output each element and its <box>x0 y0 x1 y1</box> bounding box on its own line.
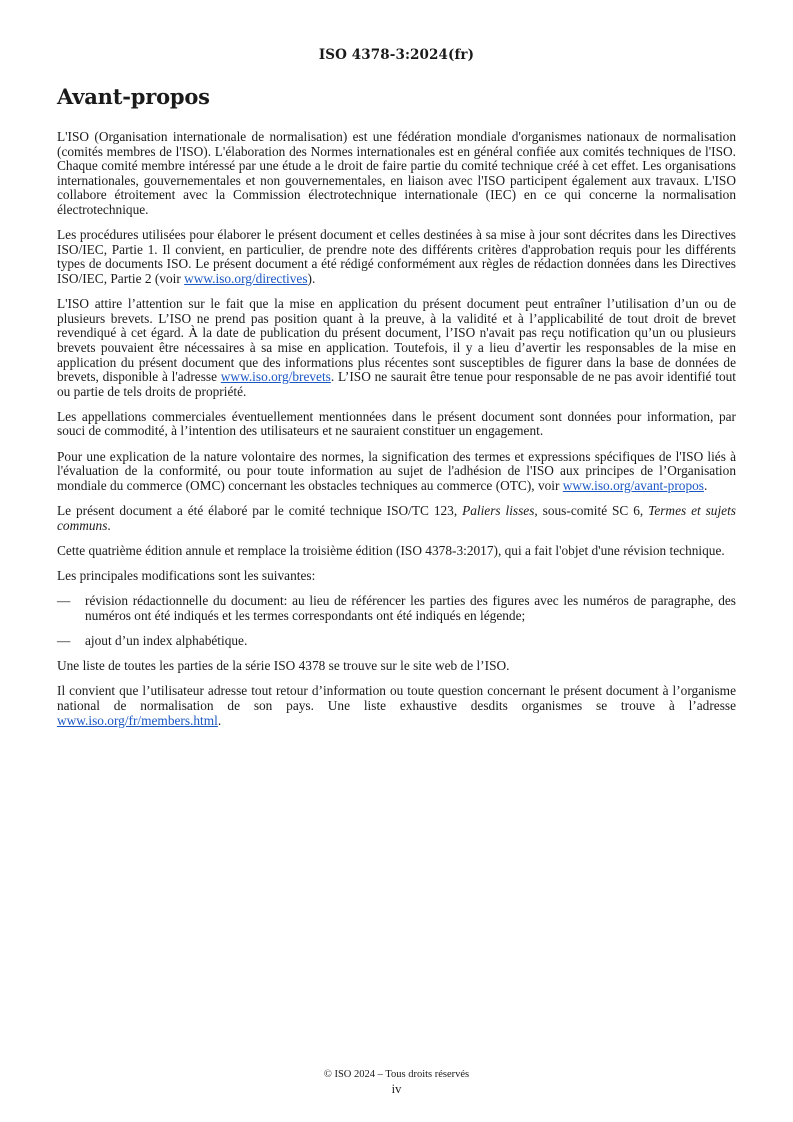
page-number: iv <box>391 1082 402 1096</box>
paragraph-text: Le présent document a été élaboré par le comité technique ISO/TC 123, <box>57 503 463 519</box>
members-link[interactable]: www.iso.org/fr/members.html <box>57 712 218 728</box>
document-id-header: ISO 4378-3:2024(fr) <box>318 47 475 63</box>
paragraph-edition: Cette quatrième édition annule et remplace la troisième édition (ISO 4378-3:2017), qui a fait l'objet d'une révision technique. <box>57 542 725 558</box>
paragraph-committee <box>57 504 736 533</box>
list-item-text: ajout d’un index alphabétique. <box>85 632 248 648</box>
subcommittee-title: Termes et sujets communs <box>57 503 736 533</box>
directives-link[interactable]: www.iso.org/directives <box>184 270 308 286</box>
paragraph-procedures <box>57 228 736 286</box>
copyright-notice: © ISO 2024 – Tous droits réservés <box>323 1069 470 1080</box>
paragraph-text: Il convient que l’utilisateur adresse tout retour d’information ou toute question concernant le présent document à l’organisme national de normalisation de son pays. Une liste exhaustive desdits organismes se trouve à l’adresse <box>57 683 736 713</box>
paragraph-text-end: ). <box>307 270 316 286</box>
dash-bullet: — <box>57 593 71 609</box>
paragraph-feedback <box>57 684 736 728</box>
paragraph-text-end: . <box>217 712 222 728</box>
paragraph-changes-intro: Les principales modifications sont les suivantes: <box>57 568 316 583</box>
brevets-link[interactable]: www.iso.org/brevets <box>220 369 331 385</box>
paragraph-text: Les procédures utilisées pour élaborer le présent document et celles destinées à sa mise à jour sont décrites dans les Directives ISO/IEC, Partie 1. Il convient, en particulier, de prendre note des différents critères d'approbation requis pour les différents types de documents ISO. Le présent document a été rédigé conformément aux règles de rédaction données dans les Directives ISO/IEC, Partie 2 (voir <box>57 227 736 286</box>
page-footer <box>0 1068 793 1097</box>
paragraph-text: L'ISO attire l’attention sur le fait que la mise en application du présent document peut entraîner l’utilisation d’un ou de plusieurs brevets. L’ISO ne prend pas position quant à la preuve, à la validité et à l’applicabilité de tout droit de brevet revendiqué à cet égard. À la date de publication du présent document, l’ISO n'avait pas reçu notification qu’un ou plusieurs brevets pouvaient être nécessaires à sa mise en application. Toutefois, il y a lieu d’avertir les responsables de la mise en application du présent document que des informations plus récentes sont susceptibles de figurer dans la base de données de brevets, disponible à l'adresse <box>57 296 736 385</box>
paragraph-trade-names: Les appellations commerciales éventuellement mentionnées dans le présent document sont données pour information, par souci de commodité, à l’intention des utilisateurs et ne sauraient constituer un engagement. <box>57 408 736 439</box>
dash-bullet: — <box>57 632 71 648</box>
paragraph-text-end: . <box>107 517 111 533</box>
list-item <box>57 594 736 623</box>
avant-propos-link[interactable]: www.iso.org/avant-propos <box>562 477 704 493</box>
paragraph-voluntary-nature <box>57 450 736 494</box>
paragraph-iso-intro: L'ISO (Organisation internationale de normalisation) est une fédération mondiale d'organismes nationaux de normalisation (comités membres de l'ISO). L'élaboration des Normes internationales est en général confiée aux comités techniques de l'ISO. Chaque comité membre intéressé par une étude a le droit de faire partie du comité technique créé à cet effet. Les organisations internationales, gouvernementales et non gouvernementales, en liaison avec l'ISO participent également aux travaux. L'ISO collabore étroitement avec la Commission électrotechnique internationale (IEC) en ce qui concerne la normalisation électrotechnique. <box>57 129 736 217</box>
paragraph-text-end: . L’ISO ne saurait être tenue pour responsable de ne pas avoir identifié tout ou partie de tels droits de propriété. <box>57 369 736 399</box>
list-item <box>57 634 736 649</box>
document-body <box>57 130 736 739</box>
page-title: Avant-propos <box>57 84 210 109</box>
paragraph-patents <box>57 297 736 399</box>
paragraph-series-list: Une liste de toutes les parties de la série ISO 4378 se trouve sur le site web de l’ISO. <box>57 658 510 674</box>
paragraph-text: Pour une explication de la nature volontaire des normes, la signification des termes et expressions spécifiques de l'ISO liés à l'évaluation de la conformité, ou pour toute information au sujet de l'adhésion de l'ISO aux principes de l’Organisation mondiale du commerce (OMC) concernant les obstacles techniques au commerce (OTC), voir <box>57 448 736 493</box>
paragraph-text-end: . <box>704 477 708 493</box>
paragraph-text: , sous-comité SC 6, <box>534 503 649 519</box>
committee-title: Paliers lisses <box>462 503 535 519</box>
list-item-text: révision rédactionnelle du document: au lieu de référencer les parties des figures avec les numéros de paragraphe, des numéros ont été indiqués et les termes correspondants ont été indiqués en légende; <box>85 593 736 623</box>
